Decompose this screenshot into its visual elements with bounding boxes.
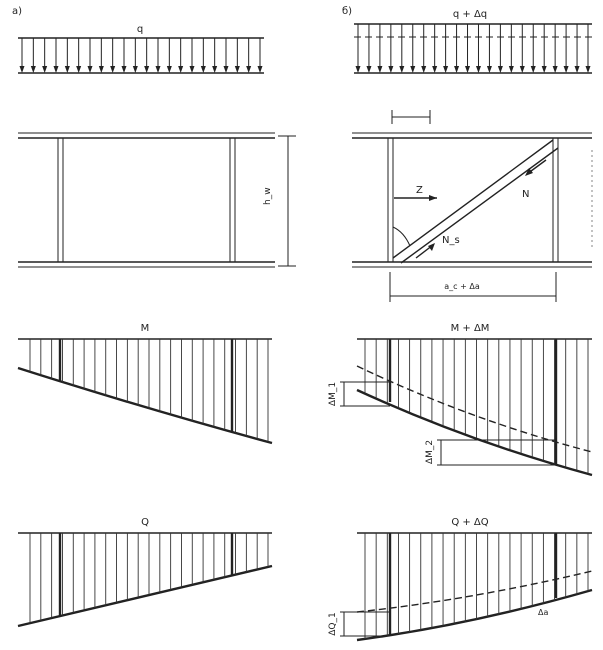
load-q-dq-label: q + Δq xyxy=(452,9,488,20)
delta-m2-label: ΔM_2 xyxy=(425,439,435,465)
beam-elevation-a xyxy=(18,133,296,267)
load-q-diagram xyxy=(18,38,264,73)
force-z-label: Z xyxy=(416,185,423,196)
shear-diagram-b xyxy=(340,533,592,640)
load-q-label: q xyxy=(136,24,144,35)
shear-end-label: Δa xyxy=(538,608,549,617)
moment-label-m: M xyxy=(140,323,150,334)
shear-diagram-a xyxy=(18,533,272,626)
shift-dimension-label: a_c + Δa xyxy=(444,282,480,291)
web-height-label: h_w xyxy=(263,187,273,205)
force-n-label: N xyxy=(522,189,530,200)
shear-label-q: Q xyxy=(141,517,149,528)
shear-label-q-dq: Q + ΔQ xyxy=(451,517,489,528)
moment-diagram-b xyxy=(340,339,592,475)
force-ns-label: N_s xyxy=(442,235,460,246)
delta-q1-label: ΔQ_1 xyxy=(328,612,338,636)
panel-a-tag: a) xyxy=(12,6,23,17)
delta-m1-label: ΔM_1 xyxy=(328,381,338,407)
load-q-dq-diagram xyxy=(354,24,592,73)
moment-label-m-dm: M + ΔM xyxy=(450,323,490,334)
panel-b-tag: б) xyxy=(342,6,353,17)
beam-elevation-b xyxy=(352,110,592,302)
moment-diagram-a xyxy=(18,339,272,443)
